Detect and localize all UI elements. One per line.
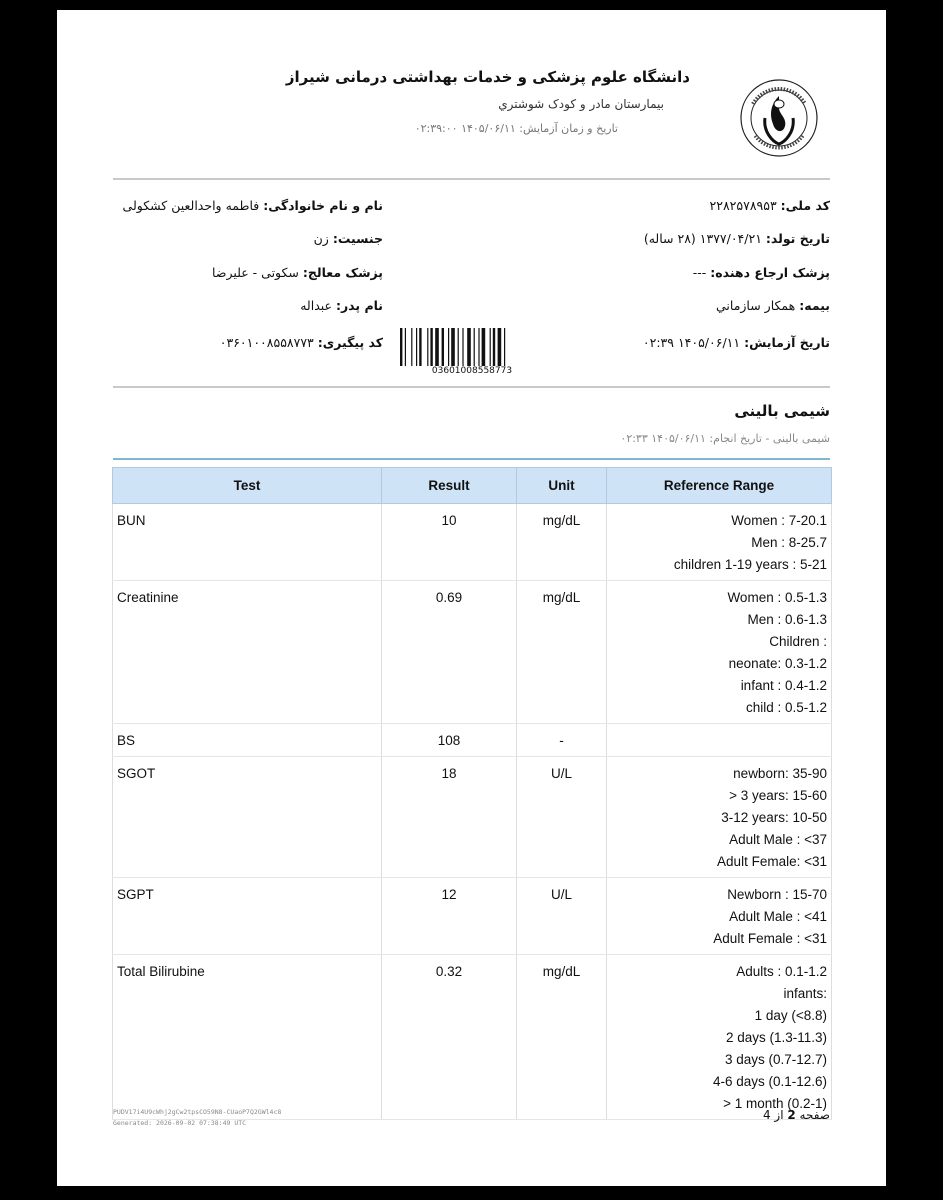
reference-range-line: 1 day (<8.8) bbox=[754, 1008, 827, 1023]
insurance-value: همکار سازماني bbox=[715, 298, 796, 313]
table-row bbox=[113, 724, 832, 757]
header-result: Result bbox=[382, 468, 517, 504]
reference-range-line: Children : bbox=[769, 634, 827, 649]
reference-range-line: Adults : 0.1-1.2 bbox=[736, 964, 827, 979]
birth-date bbox=[644, 231, 830, 246]
insurance-label: بیمه: bbox=[799, 298, 830, 313]
lab-report-page bbox=[57, 10, 886, 1186]
reference-range-cell bbox=[607, 504, 832, 581]
verification-code: PUDV17i4U9cWhj2gCw2tpsCO59N8-CUaoP7Q2GWl4c8 bbox=[113, 1108, 282, 1116]
result-cell: 18 bbox=[382, 757, 517, 878]
reference-range-line: neonate: 0.3-1.2 bbox=[728, 656, 827, 671]
reference-range-line: > 1 month (0.2-1) bbox=[723, 1096, 827, 1111]
page-total: از 4 bbox=[762, 1108, 784, 1122]
gender-value: زن bbox=[313, 231, 329, 246]
reference-range-line: children 1-19 years : 5-21 bbox=[673, 557, 827, 572]
patient-name-label: نام و نام خانوادگی: bbox=[263, 198, 383, 213]
national-id-value: ۲۲۸۲۵۷۸۹۵۳ bbox=[709, 198, 777, 213]
reference-range-line: Men : 8-25.7 bbox=[751, 535, 827, 550]
reference-range-line: Adult Female: <31 bbox=[717, 854, 827, 869]
reference-range-cell bbox=[607, 878, 832, 955]
unit-cell: mg/dL bbox=[517, 955, 607, 1120]
section-subtitle: شیمی بالینی - تاریخ انجام: ۱۴۰۵/۰۶/۱۱ ۰۲:۳۳ bbox=[620, 432, 830, 445]
test-name-cell: BS bbox=[113, 724, 382, 757]
reference-range-cell bbox=[607, 757, 832, 878]
tracking-code-label: کد پیگیری: bbox=[317, 335, 383, 350]
test-name-cell: SGPT bbox=[113, 878, 382, 955]
unit-cell: U/L bbox=[517, 878, 607, 955]
test-date-label: تاریخ آزمایش: bbox=[744, 335, 830, 350]
test-date bbox=[643, 335, 830, 350]
test-name-cell: Total Bilirubine bbox=[113, 955, 382, 1120]
table-row bbox=[113, 504, 832, 581]
reference-range-line: 4-6 days (0.1-12.6) bbox=[712, 1074, 827, 1089]
national-id-label: کد ملی: bbox=[780, 198, 830, 213]
tracking-code-value: ۰۳۶۰۱۰۰۸۵۵۸۷۷۳ bbox=[219, 335, 314, 350]
hospital-name: بیمارستان مادر و کودک شوشتري bbox=[498, 97, 664, 111]
result-cell: 10 bbox=[382, 504, 517, 581]
table-row bbox=[113, 757, 832, 878]
header-test: Test bbox=[113, 468, 382, 504]
table-row bbox=[113, 581, 832, 724]
page-number bbox=[763, 1108, 830, 1122]
section-divider bbox=[113, 458, 830, 460]
referring-doctor-value: --- bbox=[692, 265, 707, 280]
treating-doctor bbox=[212, 265, 383, 280]
university-seal-logo bbox=[739, 74, 819, 162]
reference-range-line: 2 days (1.3-11.3) bbox=[725, 1030, 827, 1045]
table-row bbox=[113, 955, 832, 1120]
table-header-row bbox=[113, 468, 832, 504]
reference-range-line: > 3 years: 15-60 bbox=[729, 788, 827, 803]
father-name-label: نام پدر: bbox=[335, 298, 383, 313]
table-row bbox=[113, 878, 832, 955]
unit-cell: U/L bbox=[517, 757, 607, 878]
test-datetime: تاریخ و زمان آزمایش: ۱۴۰۵/۰۶/۱۱ ۰۲:۳۹:۰۰ bbox=[414, 122, 618, 135]
footer-code bbox=[113, 1107, 281, 1129]
reference-range-line: Adult Female : <31 bbox=[713, 931, 827, 946]
header-reference-range: Reference Range bbox=[607, 468, 832, 504]
birth-date-label: تاریخ تولد: bbox=[765, 231, 830, 246]
reference-range-line: infant : 0.4-1.2 bbox=[740, 678, 827, 693]
section-title: شیمی بالینی bbox=[734, 402, 830, 420]
gender-label: جنسیت: bbox=[332, 231, 383, 246]
unit-cell: - bbox=[517, 724, 607, 757]
reference-range-line: Adult Male : <37 bbox=[729, 832, 827, 847]
unit-cell: mg/dL bbox=[517, 581, 607, 724]
test-name-cell: SGOT bbox=[113, 757, 382, 878]
father-name bbox=[300, 298, 383, 313]
reference-range-line: Women : 0.5-1.3 bbox=[727, 590, 827, 605]
university-name: دانشگاه علوم پزشکی و خدمات بهداشتی درمانی شیراز bbox=[285, 68, 690, 86]
insurance bbox=[716, 298, 830, 313]
reference-range-line: Men : 0.6-1.3 bbox=[747, 612, 827, 627]
patient-name-value: فاطمه واحدالعین کشکولی bbox=[122, 198, 260, 213]
reference-range-line: 3-12 years: 10-50 bbox=[721, 810, 827, 825]
gender bbox=[314, 231, 383, 246]
page-current: 2 bbox=[787, 1108, 796, 1122]
treating-doctor-value: سکوتی - علیرضا bbox=[212, 265, 299, 280]
page-label: صفحه bbox=[799, 1108, 830, 1122]
reference-range-line: 3 days (0.7-12.7) bbox=[724, 1052, 827, 1067]
reference-range-cell bbox=[607, 581, 832, 724]
reference-range-line: infants: bbox=[783, 986, 827, 1001]
reference-range-line: newborn: 35-90 bbox=[733, 766, 827, 781]
reference-range-line: Adult Male : <41 bbox=[729, 909, 827, 924]
generated-timestamp: Generated: 2026-09-02 07:38:49 UTC bbox=[113, 1119, 247, 1127]
father-name-value: عبداله bbox=[300, 298, 332, 313]
divider bbox=[113, 386, 830, 388]
header-unit: Unit bbox=[517, 468, 607, 504]
result-cell: 12 bbox=[382, 878, 517, 955]
referring-doctor-label: پزشک ارجاع دهنده: bbox=[710, 265, 830, 280]
test-name-cell: Creatinine bbox=[113, 581, 382, 724]
divider bbox=[113, 178, 830, 180]
reference-range-line: Newborn : 15-70 bbox=[727, 887, 827, 902]
treating-doctor-label: پزشک معالج: bbox=[302, 265, 383, 280]
unit-cell: mg/dL bbox=[517, 504, 607, 581]
referring-doctor bbox=[693, 265, 830, 280]
birth-date-value: ۱۳۷۷/۰۴/۲۱ (۲۸ ساله) bbox=[643, 231, 762, 246]
result-cell: 0.32 bbox=[382, 955, 517, 1120]
patient-name bbox=[123, 198, 383, 213]
reference-range-cell bbox=[607, 955, 832, 1120]
results-table bbox=[112, 467, 832, 1120]
national-id bbox=[710, 198, 830, 213]
barcode-number: 03601008558773 bbox=[400, 366, 544, 376]
test-name-cell: BUN bbox=[113, 504, 382, 581]
result-cell: 108 bbox=[382, 724, 517, 757]
reference-range-line: child : 0.5-1.2 bbox=[745, 700, 827, 715]
reference-range-line: Women : 7-20.1 bbox=[731, 513, 827, 528]
result-cell: 0.69 bbox=[382, 581, 517, 724]
test-date-value: ۱۴۰۵/۰۶/۱۱ ۰۲:۳۹ bbox=[642, 335, 741, 350]
reference-range-cell bbox=[607, 724, 832, 757]
tracking-code bbox=[220, 335, 383, 350]
